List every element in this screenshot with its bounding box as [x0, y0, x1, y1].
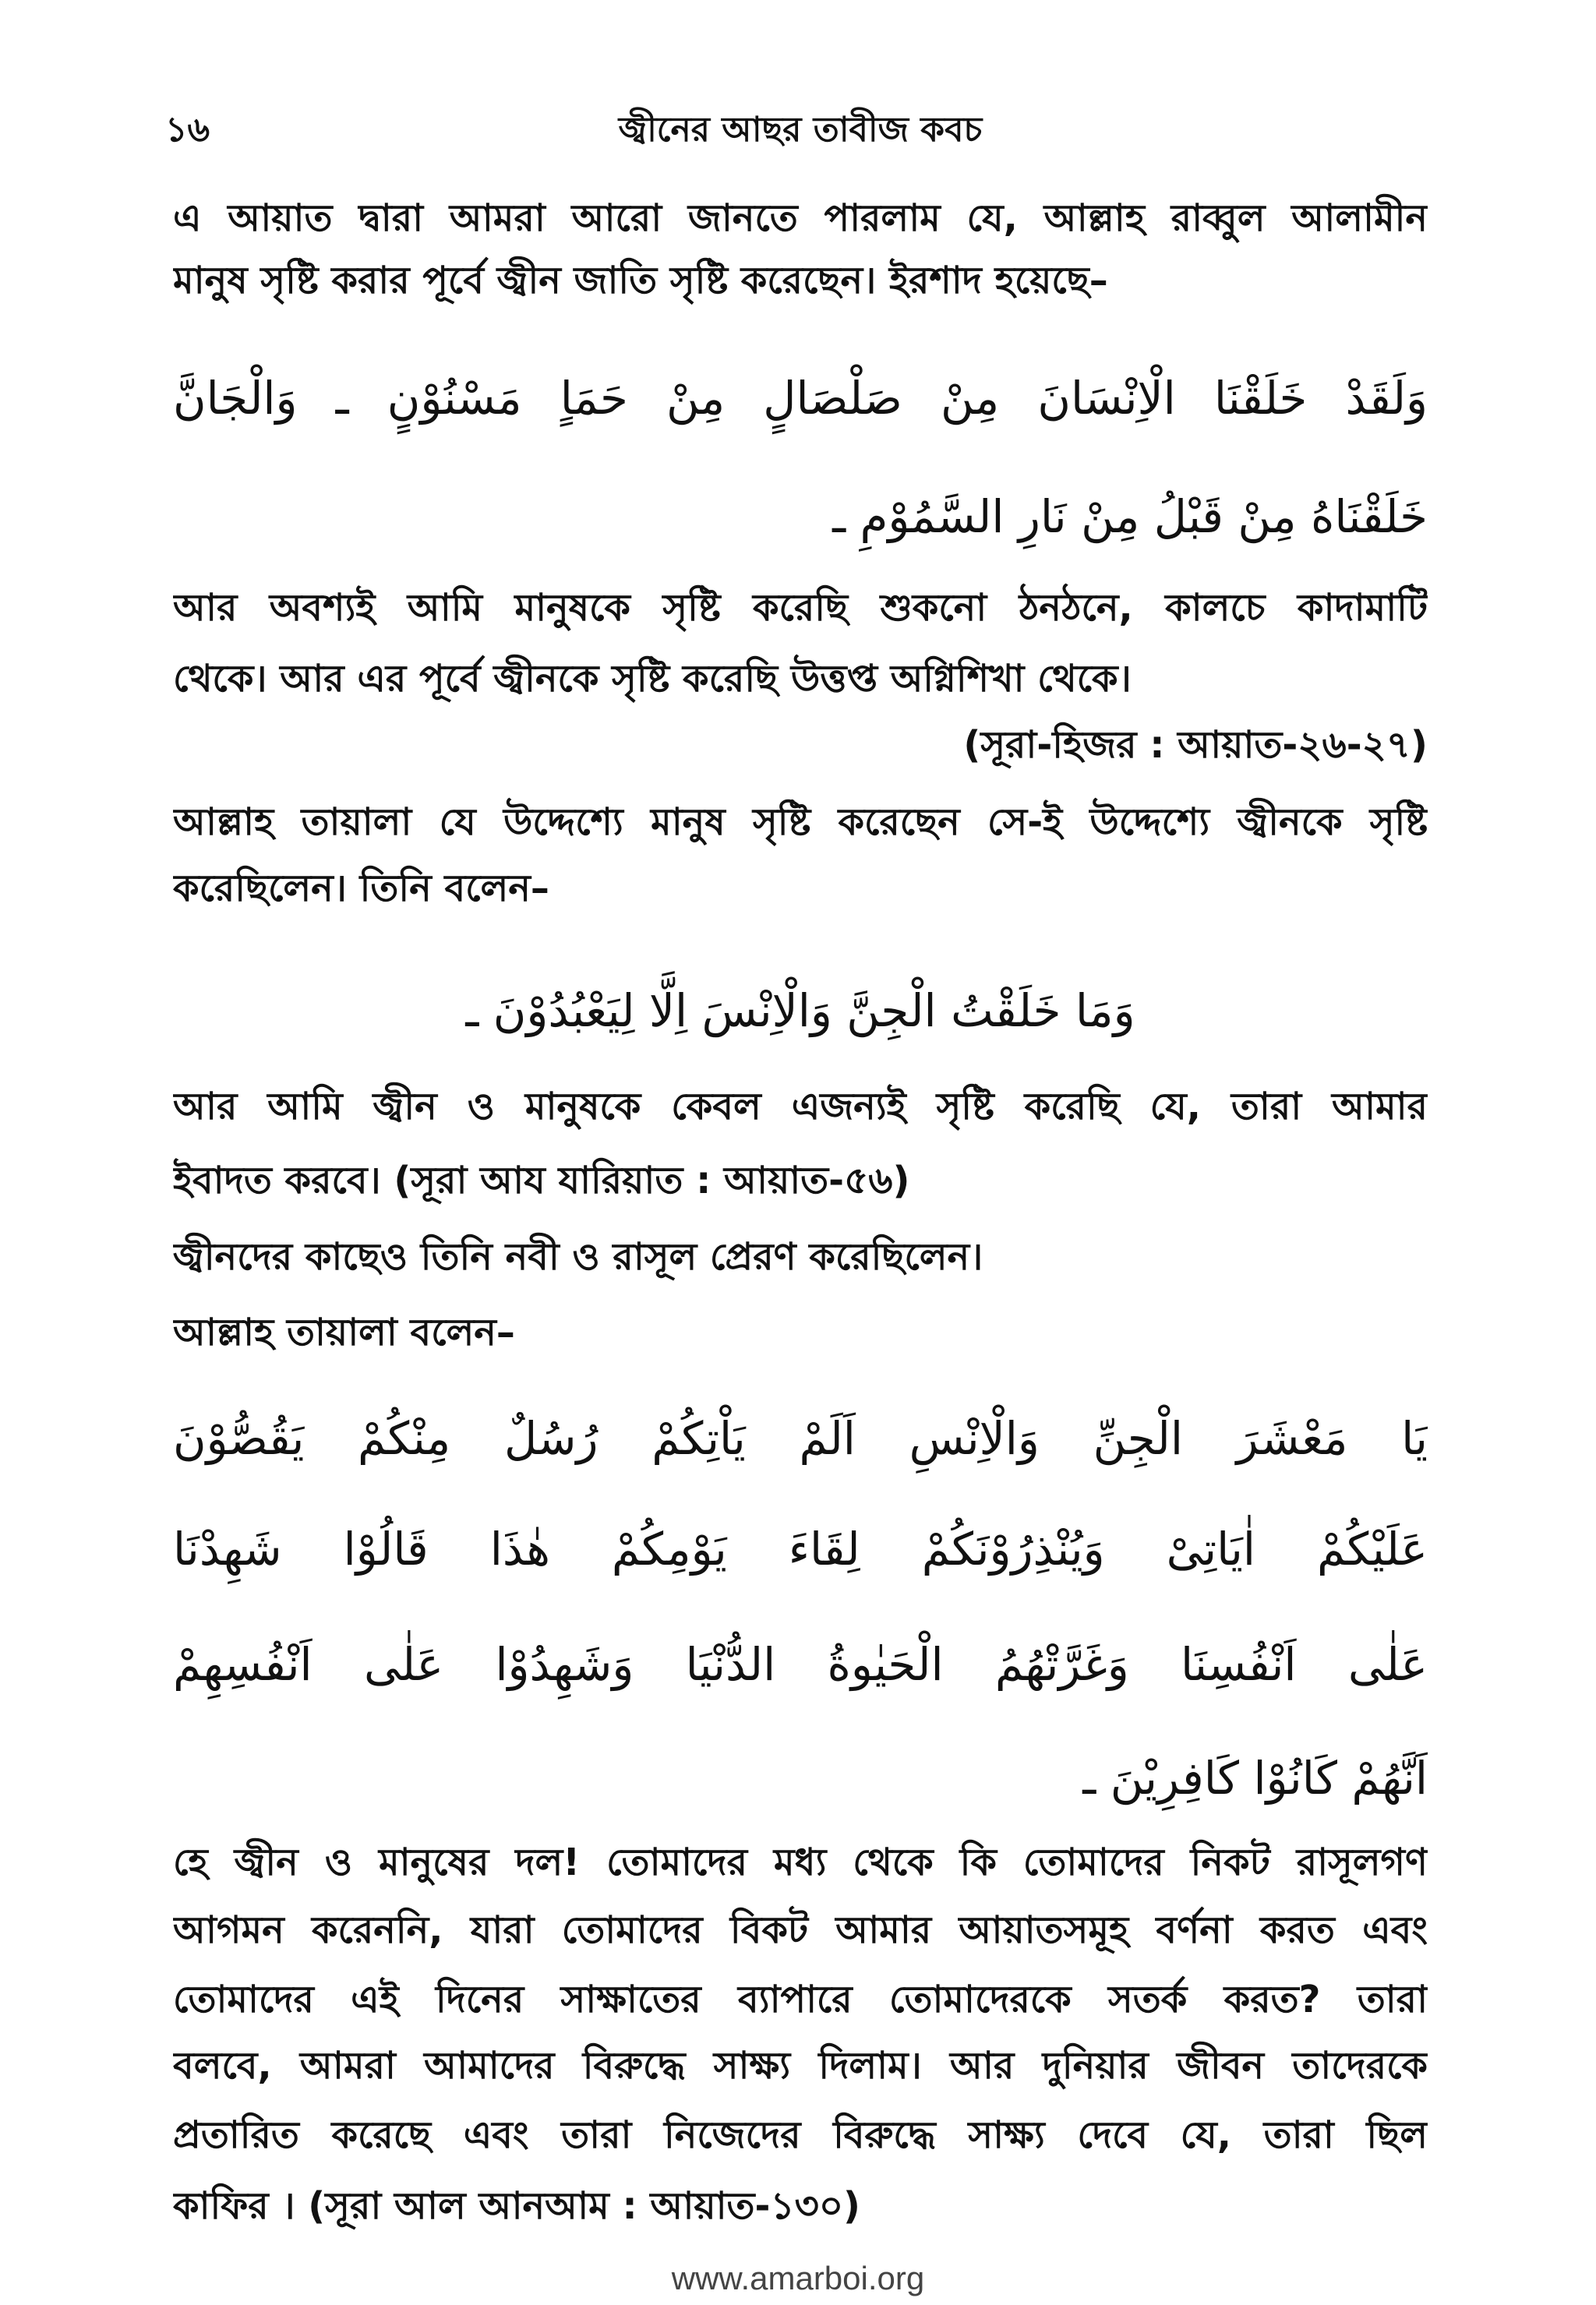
page-number: ১৬ — [165, 110, 210, 150]
paragraph-line: ইবাদত করবে। (সূরা আয যারিয়াত : আয়াত-৫৬) — [173, 1159, 910, 1202]
arabic-verse-line: وَلَقَدْ خَلَقْنَا الْاِنْسَانَ مِنْ صَلْصَالٍ مِنْ حَمَاٍ مَسْنُوْنٍ ـ وَالْجَانَّ — [173, 372, 1428, 425]
arabic-verse-line: يَا مَعْشَرَ الْجِنِّ وَالْاِنْسِ اَلَمْ يَاْتِكُمْ رُسُلٌ مِنْكُمْ يَقُصُّوْنَ — [173, 1412, 1428, 1465]
paragraph-line: আর আমি জ্বীন ও মানুষকে কেবল এজন্যই সৃষ্টি করেছি যে, তারা আমার — [173, 1085, 1428, 1128]
paragraph-line: বলবে, আমরা আমাদের বিরুদ্ধে সাক্ষ্য দিলাম। আর দুনিয়ার জীবন তাদেরকে — [173, 2044, 1428, 2088]
paragraph-line: হে জ্বীন ও মানুষের দল! তোমাদের মধ্য থেকে কি তোমাদের নিকট রাসূলগণ — [173, 1841, 1428, 1884]
paragraph-line: কাফির । (সূরা আল আনআম : আয়াত-১৩০) — [173, 2184, 860, 2228]
paragraph-line: মানুষ সৃষ্টি করার পূর্বে জ্বীন জাতি সৃষ্টি করেছেন। ইরশাদ হয়েছে– — [173, 259, 1108, 302]
paragraph-line: প্রতারিত করেছে এবং তারা নিজেদের বিরুদ্ধে সাক্ষ্য দেবে যে, তারা ছিল — [173, 2113, 1428, 2157]
citation: (সূরা-হিজর : আয়াত-২৬-২৭) — [963, 723, 1428, 767]
running-title: জ্বীনের আছর তাবীজ কবচ — [618, 110, 983, 150]
paragraph-line: আল্লাহ তায়ালা যে উদ্দেশ্যে মানুষ সৃষ্টি করেছেন সে-ই উদ্দেশ্যে জ্বীনকে সৃষ্টি — [173, 800, 1428, 844]
arabic-verse-line: عَلٰى اَنْفُسِنَا وَغَرَّتْهُمُ الْحَيٰوةُ الدُّنْيَا وَشَهِدُوْا عَلٰى اَنْفُسِهِمْ — [173, 1638, 1428, 1691]
paragraph-line: করেছিলেন। তিনি বলেন– — [173, 867, 549, 910]
paragraph-line: জ্বীনদের কাছেও তিনি নবী ও রাসূল প্রেরণ করেছিলেন। — [173, 1235, 983, 1279]
paragraph-line: আর অবশ্যই আমি মানুষকে সৃষ্টি করেছি শুকনো ঠনঠনে, কালচে কাদামাটি — [173, 586, 1428, 630]
paragraph-line: থেকে। আর এর পূর্বে জ্বীনকে সৃষ্টি করেছি উত্তপ্ত অগ্নিশিখা থেকে। — [173, 657, 1132, 701]
arabic-verse-line: خَلَقْنَاهُ مِنْ قَبْلُ مِنْ نَارِ السَّمُوْمِ ـ — [832, 490, 1428, 543]
paragraph-line: তোমাদের এই দিনের সাক্ষাতের ব্যাপারে তোমাদেরকে সতর্ক করত? তারা — [173, 1978, 1428, 2021]
arabic-verse-line: اَنَّهُمْ كَانُوْا كَافِرِيْنَ ـ — [1082, 1752, 1428, 1805]
arabic-verse-line: وَمَا خَلَقْتُ الْجِنَّ وَالْاِنْسَ اِلَّا لِيَعْبُدُوْنَ ـ — [465, 984, 1135, 1037]
paragraph-line: আগমন করেননি, যারা তোমাদের বিকট আমার আয়াতসমূহ বর্ণনা করত এবং — [173, 1908, 1428, 1952]
paragraph-line: আল্লাহ তায়ালা বলেন– — [173, 1311, 515, 1354]
arabic-verse-line: عَلَيْكُمْ اٰيَاتِىْ وَيُنْذِرُوْنَكُمْ لِقَاءَ يَوْمِكُمْ هٰذَا قَالُوْا شَهِدْنَا — [173, 1523, 1428, 1576]
footer-url: www.amarboi.org — [671, 2260, 925, 2296]
paragraph-line: এ আয়াত দ্বারা আমরা আরো জানতে পারলাম যে, আল্লাহ রাব্বুল আলামীন — [173, 196, 1428, 240]
